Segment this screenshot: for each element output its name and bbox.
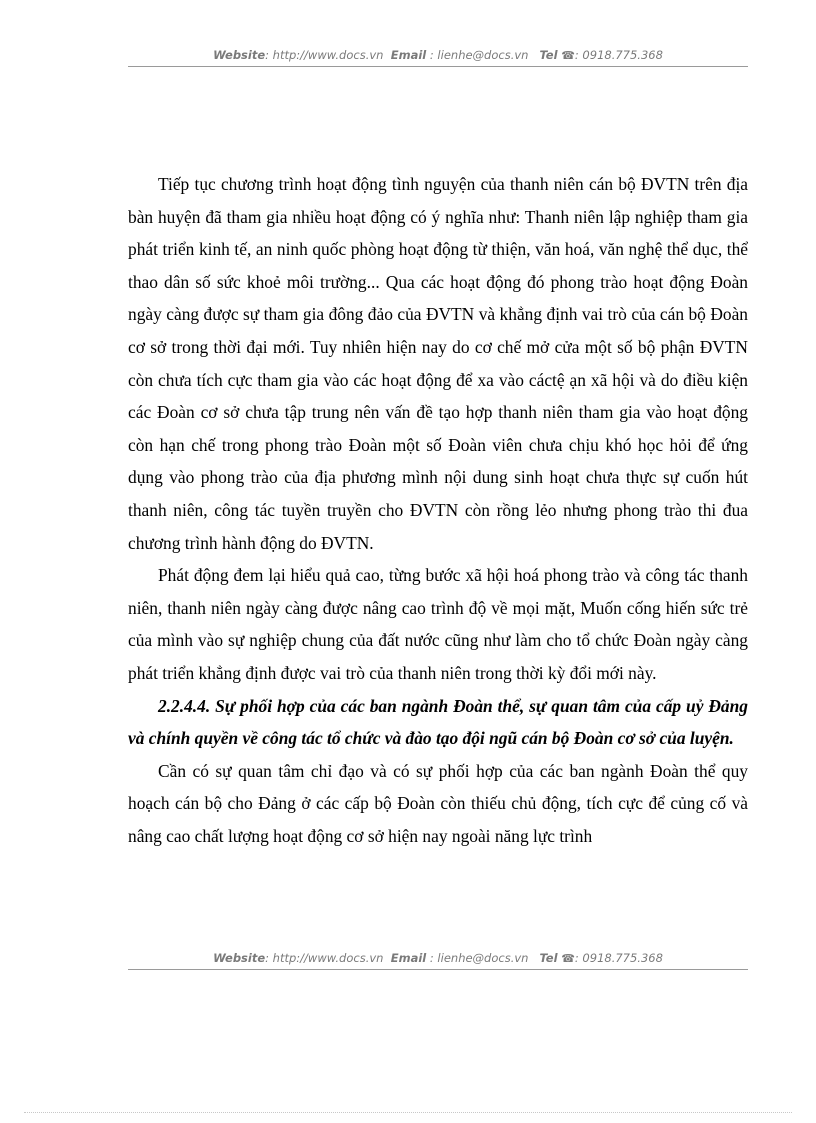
- paragraph: Cần có sự quan tâm chỉ đạo và có sự phối hợp của các ban ngành Đoàn thể quy hoạch cán bộ cho Đảng ở các cấp bộ Đoàn còn thiếu chủ động, tích cực để củng cố và nâng cao chất lượng hoạt động cơ sở hiện nay ngoài năng lực trình: [128, 760, 748, 846]
- header-email-label: Email: [390, 48, 427, 62]
- footer-rule: [128, 969, 748, 970]
- paragraph: Phát động đem lại hiểu quả cao, từng bước xã hội hoá phong trào và công tác thanh niên, thanh niên ngày càng được nâng cao trình độ về mọi mặt, Muốn cống hiến sức trẻ của mình vào sự nghiệp chung của đất nước cũng như làm cho tổ chức Đoàn ngày càng phát triển khẳng định được vai trò của thanh niên trong thời kỳ đổi mới này.: [128, 565, 748, 683]
- page-bottom-border: [24, 1112, 792, 1113]
- header-website-label: Website: [213, 48, 266, 62]
- document-body: [128, 168, 748, 852]
- header-email-value: : lienhe@docs.vn: [429, 48, 529, 62]
- phone-icon: ☎: [561, 49, 575, 62]
- footer-tel-label: Tel: [539, 951, 558, 965]
- header-website-value: : http://www.docs.vn: [265, 48, 384, 62]
- footer-email-value: : lienhe@docs.vn: [429, 951, 529, 965]
- phone-icon: ☎: [561, 952, 575, 965]
- section-heading: 2.2.4.4. Sự phối hợp của các ban ngành Đoàn thể, sự quan tâm của cấp uỷ Đảng và chính quyền về công tác tổ chức và đào tạo đội ngũ cán bộ Đoàn cơ sở của luyện.: [128, 695, 748, 749]
- paragraph: Tiếp tục chương trình hoạt động tình nguyện của thanh niên cán bộ ĐVTN trên địa bàn huyện đã tham gia nhiều hoạt động có ý nghĩa như: Thanh niên lập nghiệp tham gia phát triển kinh tế, an ninh quốc phòng hoạt động từ thiện, văn hoá, văn nghệ thể dục, thể thao dân số sức khoẻ môi trường... Qua các hoạt động đó phong trào hoạt động Đoàn ngày càng được sự tham gia đông đảo của ĐVTN và khẳng định vai trò của cán bộ Đoàn cơ sở trong thời đại mới. Tuy nhiên hiện nay do cơ chế mở cửa một số bộ phận ĐVTN còn chưa tích cực tham gia vào các hoạt động để xa vào cáctệ ạn xã hội và do điều kiện các Đoàn cơ sở chưa tập trung nên vấn đề tạo hợp thanh niên tham gia vào hoạt động còn hạn chế trong phong trào Đoàn một số Đoàn viên chưa chịu khó học hỏi để ứng dụng vào phong trào của địa phương mình nội dung sinh hoạt chưa thực sự cuốn hút thanh niên, công tác tuyền truyền cho ĐVTN còn rồng lẻo nhưng phong trào thi đua chương trình hành động do ĐVTN.: [128, 174, 748, 553]
- footer-website-value: : http://www.docs.vn: [265, 951, 384, 965]
- header-rule: [128, 66, 748, 67]
- footer-tel-value: : 0918.775.368: [574, 951, 663, 965]
- header-tel-value: : 0918.775.368: [574, 48, 663, 62]
- footer-website-label: Website: [213, 951, 266, 965]
- page-header: [128, 48, 748, 62]
- page-footer: [128, 951, 748, 965]
- header-tel-label: Tel: [539, 48, 558, 62]
- footer-email-label: Email: [390, 951, 427, 965]
